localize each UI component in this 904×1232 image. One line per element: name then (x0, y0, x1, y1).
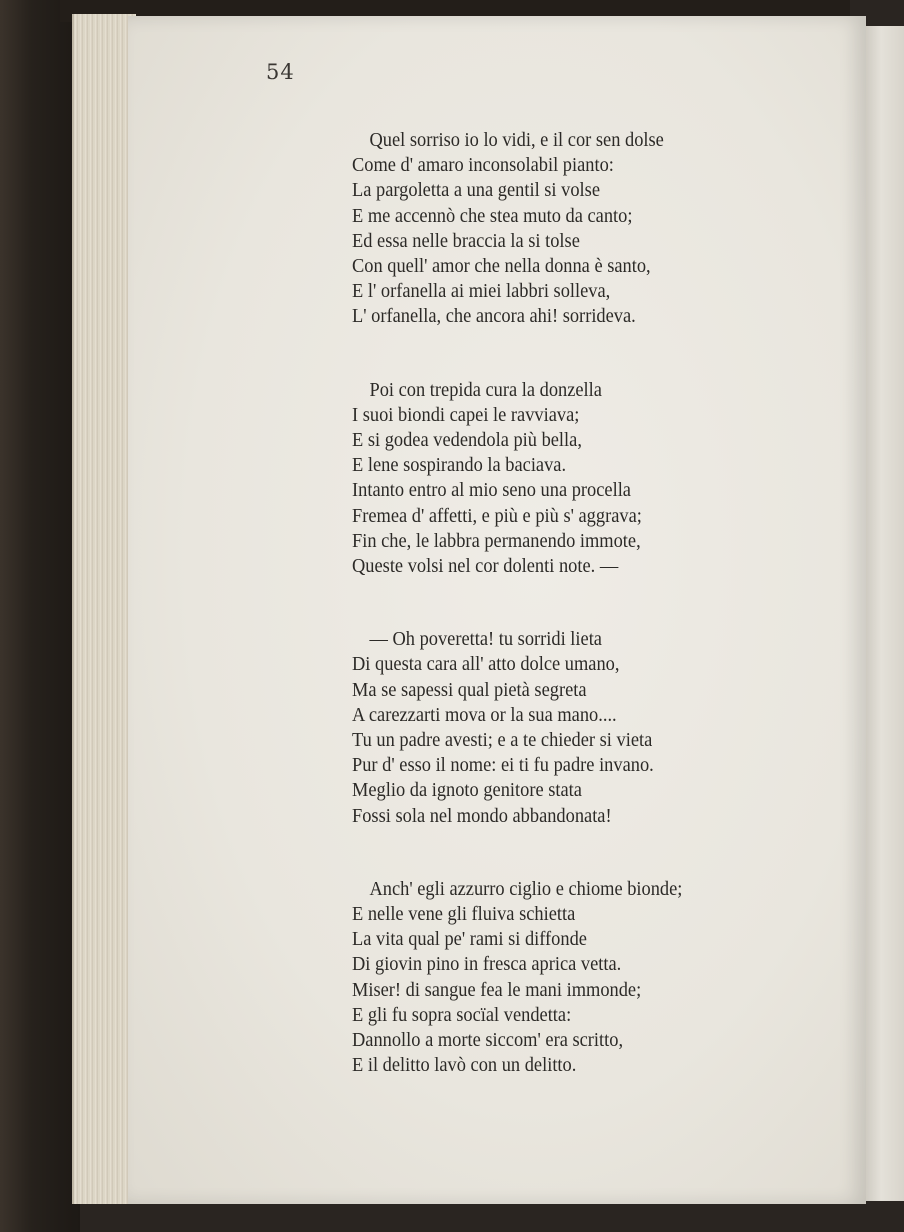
verse-line: Dannollo a morte siccom' era scritto, (352, 1029, 624, 1052)
verse-line: Miser! di sangue fea le mani immonde; (352, 978, 642, 1001)
verse-line: I suoi biondi capei le ravviava; (352, 403, 580, 426)
stanza-3 (352, 627, 794, 829)
verse-line: A carezzarti mova or la sua mano.... (352, 703, 617, 726)
verse-line: E si godea vedendola più bella, (352, 429, 582, 452)
stanza-2 (352, 378, 794, 580)
verse-line: Intanto entro al mio seno una procella (352, 479, 631, 502)
verse-line: Ed essa nelle braccia la si tolse (352, 229, 580, 252)
verse-line: Poi con trepida cura la donzella (369, 378, 602, 401)
stanza-4 (352, 877, 794, 1079)
verse-line: La vita qual pe' rami si diffonde (352, 928, 587, 951)
book-cover-left (0, 0, 80, 1232)
verse-line: Anch' egli azzurro ciglio e chiome bionde; (369, 877, 683, 900)
verse-line: Fremea d' affetti, e più e più s' aggrava; (352, 504, 642, 527)
page-edges (72, 14, 136, 1204)
verse-line: E gli fu sopra socïal vendetta: (352, 1003, 572, 1026)
page-number: 54 (266, 60, 295, 84)
verse-line: E il delitto lavò con un delitto. (352, 1054, 577, 1077)
verse-line: Pur d' esso il nome: ei ti fu padre invano. (352, 754, 654, 777)
verse-line: Fossi sola nel mondo abbandonata! (352, 804, 612, 827)
stanza-1 (352, 128, 794, 330)
verse-line: Meglio da ignoto genitore stata (352, 779, 582, 802)
verse-line: E me accennò che stea muto da canto; (352, 204, 633, 227)
verse-line: L' orfanella, che ancora ahi! sorrideva. (352, 305, 636, 328)
verse-line: Di questa cara all' atto dolce umano, (352, 653, 620, 676)
verse-line: Queste volsi nel cor dolenti note. — (352, 555, 619, 578)
verse-line: Tu un padre avesti; e a te chieder si vieta (352, 729, 653, 752)
verse-line: Quel sorriso io lo vidi, e il cor sen dolse (369, 129, 664, 151)
verse-line: Fin che, le labbra permanendo immote, (352, 529, 641, 552)
verse-line: Con quell' amor che nella donna è santo, (352, 255, 651, 278)
verse-line: Come d' amaro inconsolabil pianto: (352, 154, 614, 177)
verse-line: E lene sospirando la baciava. (352, 454, 567, 477)
poem (352, 128, 794, 1127)
verse-line: E nelle vene gli fluiva schietta (352, 903, 576, 926)
verse-line: Di giovin pino in fresca aprica vetta. (352, 953, 622, 976)
verse-line: — Oh poveretta! tu sorridi lieta (369, 628, 602, 651)
verse-line: E l' orfanella ai miei labbri solleva, (352, 280, 611, 303)
next-page-edge (866, 26, 904, 1201)
verse-line: Ma se sapessi qual pietà segreta (352, 678, 587, 701)
verse-line: La pargoletta a una gentil si volse (352, 179, 600, 202)
